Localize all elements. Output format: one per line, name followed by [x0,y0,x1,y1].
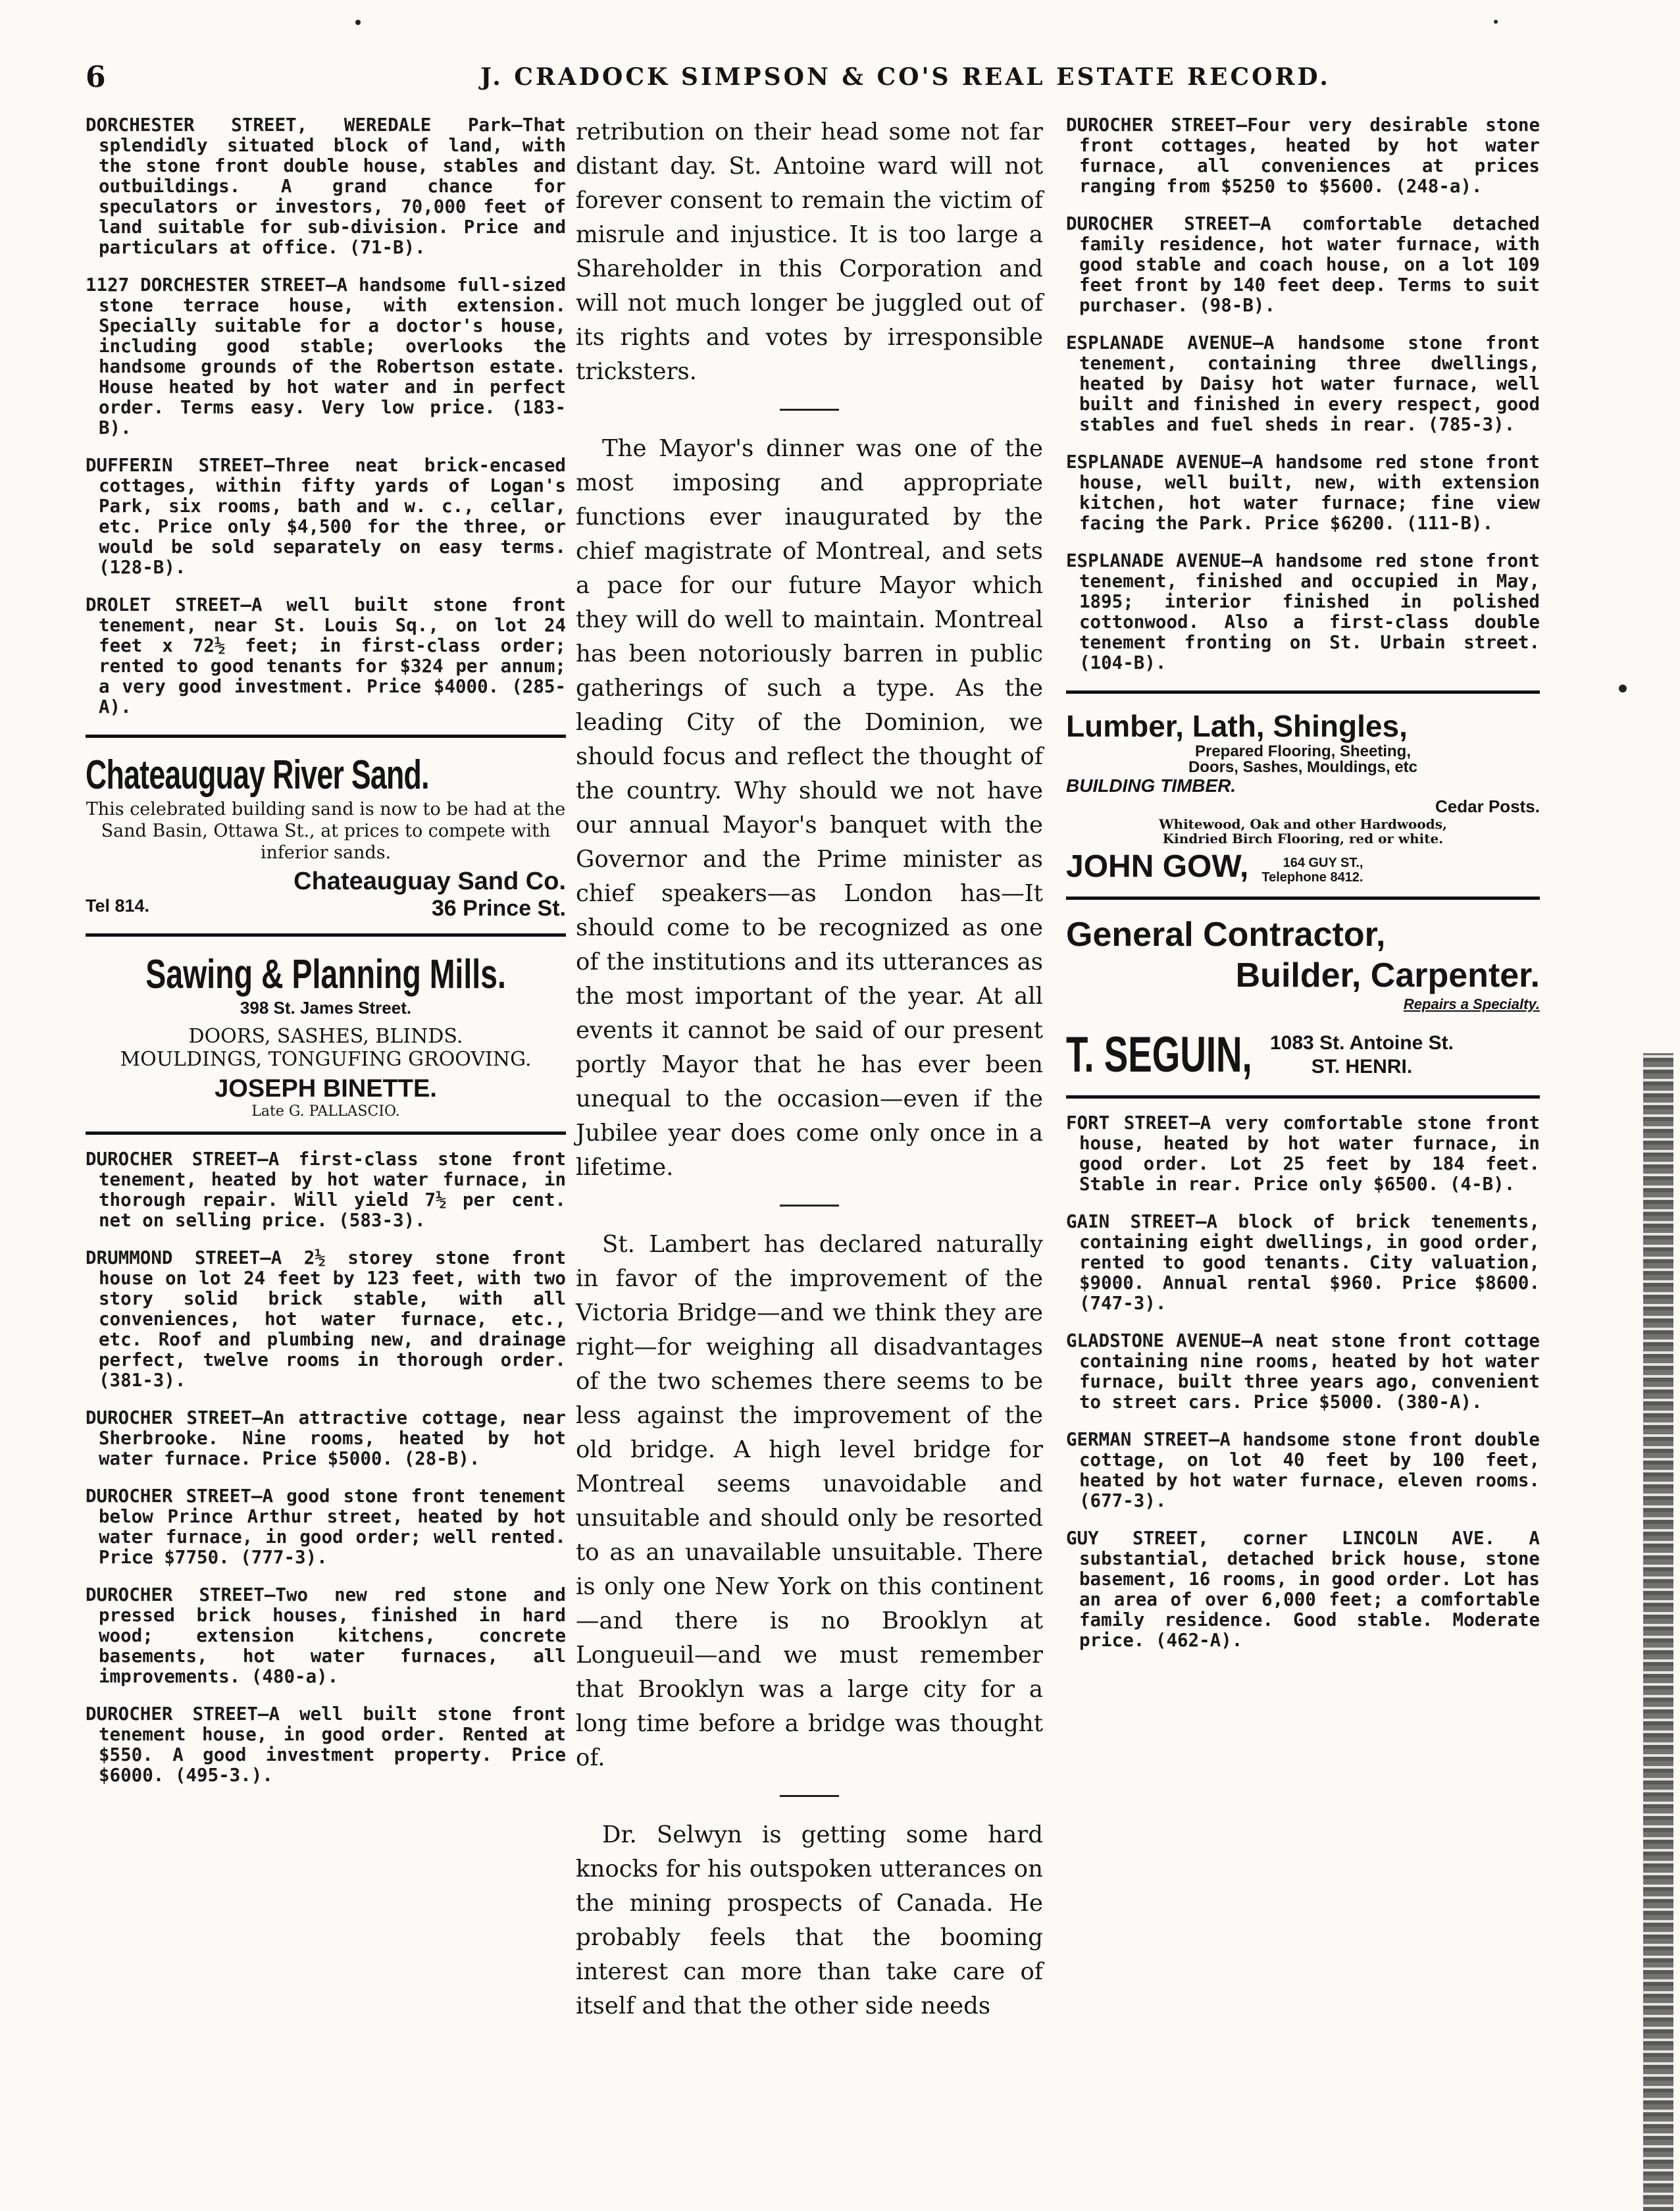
article-paragraph: Dr. Selwyn is getting some hard knocks for his outspoken utterances on the mining prospects of Canada. He probably feels that the booming interest can more than take care of itself and that the other side needs [576,1821,1043,2019]
ad-name: T. SEGUIN, [1066,1027,1252,1083]
ad-body: This celebrated building sand is now to be had at the Sand Basin, Ottawa St., at prices to compete with inferior sands. [86,799,566,863]
divider [86,735,566,738]
listing: DUROCHER STREET—A well built stone front tenement house, in good order. Rented at $550. A good investment property. Price $6000. (495-3.). [86,1704,566,1786]
ad-contact-row [1066,1026,1540,1083]
ad-telephone: Tel 814. [86,896,150,916]
ad-line: Cedar Posts. [1435,796,1540,816]
ad-title: Lumber, Lath, Shingles, [1066,709,1408,743]
ad-title: Chateauguay River Sand. [86,752,429,798]
ad-name: JOHN GOW, [1066,849,1249,884]
ad-lumber [1066,708,1540,885]
scan-speck [1494,20,1498,24]
listing: ESPLANADE AVENUE—A handsome red stone front house, well built, new, with extension kitchen, hot water furnace; fine view facing the Park. Price $6200. (111-B). [1066,452,1540,534]
listing: DUROCHER STREET—A good stone front tenement below Prince Arthur street, heated by hot water furnace, in good order; well rented. Price $7750. (777-3). [86,1486,566,1568]
divider [86,1132,566,1135]
ad-sawing-mills [86,951,566,1120]
ad-address-block [1261,856,1363,885]
ad-line: Kindried Birch Flooring, red or white. [1162,831,1444,846]
listing: DRUMMOND STREET—A 2½ storey stone front house on lot 24 feet by 123 feet, with two story solid brick stable, with all conveniences, hot water furnace, etc., etc. Roof and plumbing new, and drainage perfect, twelve rooms in thorough order. (381-3). [86,1247,566,1391]
listing: DUFFERIN STREET—Three neat brick-encased cottages, within fifty yards of Logan's Park, six rooms, bath and w. c., cellar, etc. Price only $4,500 for the three, or would be sold separately on easy terms. (128-B). [86,455,566,578]
listing: DUROCHER STREET—An attractive cottage, near Sherbrooke. Nine rooms, heated by hot water furnace. Price $5000. (28-B). [86,1407,566,1469]
ad-company: Chateauguay Sand Co. [293,868,566,895]
scan-speck [1619,685,1627,692]
page-header [86,61,1566,100]
listing: DROLET STREET—A well built stone front tenement, near St. Louis Sq., on lot 24 feet x 72½ feet; in first-class order; rented to good tenants for $324 per annum; a very good investment. Price $4000. (285-A). [86,594,566,717]
ad-contact-row [1066,848,1540,885]
ad-line: MOULDINGS, TONGUFING GROOVING. [120,1048,532,1071]
article-paragraph: retribution on their head some not far distant day. St. Antoine ward will not forever consent to remain the victim of misrule and injustice. It is too large a Shareholder in this Corporation and will not much longer be juggled out of its rights and votes by irresponsible tricksters. [576,118,1043,385]
listing: GLADSTONE AVENUE—A neat stone front cottage containing nine rooms, heated by hot water furnace, built three years ago, convenient to street cars. Price $5000. (380-A). [1066,1330,1540,1413]
ad-line: Builder, Carpenter. [1235,956,1540,995]
listing: DUROCHER STREET—Two new red stone and pressed brick houses, finished in hard wood; extension kitchens, concrete basements, hot water furnaces, all improvements. (480-a). [86,1584,566,1687]
column-middle [576,115,1043,2023]
listing: FORT STREET—A very comfortable stone front house, heated by hot water furnace, in good order. Lot 25 feet by 184 feet. Stable in rear. Price only $6500. (4-B). [1066,1112,1540,1195]
ad-address: 164 GUY ST., [1283,856,1363,870]
ad-telephone: Telephone 8412. [1261,870,1363,885]
scan-edge-artifact [1643,1053,1673,2211]
ad-title: Sawing & Planning Mills. [145,952,506,997]
ad-line: DOORS, SASHES, BLINDS. [188,1025,463,1048]
listing: ESPLANADE AVENUE—A handsome red stone front tenement, finished and occupied in May, 1895; interior finished in polished cottonwood. Also a first-class double tenement fronting on St. Urbain street. (104-B). [1066,550,1540,673]
scan-speck [355,20,361,25]
ad-line: Whitewood, Oak and other Hardwoods, [1159,816,1447,832]
listing: 1127 DORCHESTER STREET—A handsome full-sized stone terrace house, with extension. Specially suitable for a doctor's house, including good stable; overlooks the handsome grounds of the Robertson estate. House heated by hot water and in perfect order. Terms easy. Very low price. (183-B). [86,274,566,438]
section-separator [780,409,839,411]
ad-contact-row [86,896,566,922]
ad-contractor [1066,914,1540,1083]
ad-name: JOSEPH BINETTE. [215,1075,437,1103]
ad-line: Prepared Flooring, Sheeting, [1194,742,1412,760]
listing: DUROCHER STREET—A comfortable detached family residence, hot water furnace, with good stable and coach house, on a lot 109 feet front by 140 feet deep. Terms to suit purchaser. (98-B). [1066,213,1540,316]
listing: DUROCHER STREET—Four very desirable stone front cottages, heated by hot water furnace, all conveniences at prices ranging from $5250 to $5600. (248-a). [1066,115,1540,197]
section-separator [780,1795,839,1797]
divider [1066,690,1540,694]
listing: GAIN STREET—A block of brick tenements, containing eight dwellings, in good order, rented to good tenants. City valuation, $9000. Annual rental $960. Price $8600. (747-3). [1066,1211,1540,1314]
divider [86,933,566,937]
ad-line: Doors, Sashes, Mouldings, etc [1188,758,1418,776]
ad-line: BUILDING TIMBER. [1066,775,1236,796]
ad-address-block [1270,1031,1454,1079]
ad-address: 398 St. James Street. [240,998,412,1018]
column-right [1066,115,1540,1668]
divider [1066,897,1540,900]
listing: ESPLANADE AVENUE—A handsome stone front tenement, containing three dwellings, heated by Daisy hot water furnace, well built and finished in every respect, good stables and fuel sheds in rear. (785-3). [1066,332,1540,435]
ad-address: 36 Prince St. [431,896,566,921]
listing: DUROCHER STREET—A first-class stone front tenement, heated by hot water furnace, in thorough repair. Will yield 7½ per cent. net on selling price. (583-3). [86,1149,566,1231]
listing: GUY STREET, corner LINCOLN AVE. A substantial, detached brick house, stone basement, 16 rooms, in good order. Lot has an area of over 6,000 feet; a comfortable family residence. Good stable. Moderate price. (462-A). [1066,1528,1540,1651]
ad-chateauguay-sand [86,752,566,922]
ad-line: Repairs a Specialty. [1403,996,1540,1012]
column-left [86,115,566,1803]
article-paragraph: The Mayor's dinner was one of the most imposing and appropriate functions ever inaugurated by the chief magistrate of Montreal, and sets a pace for our future Mayor which they will do well to maintain. Montreal has been notoriously barren in public gatherings of such a type. As the leading City of the Dominion, we should focus and reflect the thought of the country. Why should we not have our annual Mayor's banquet with the Governor and the Prime minister as chief speakers—as London has—It should come to be recognized as one of the institutions and its utterances as the most important of the year. At all events it cannot be said of our present portly Mayor that he has ever been unequal to the occasion—even if the Jubilee year does come only once in a lifetime. [576,435,1043,1181]
ad-address: 1083 St. Antoine St. [1270,1031,1454,1054]
ad-address: ST. HENRI. [1311,1055,1413,1078]
page-number: 6 [86,61,106,94]
section-separator [780,1205,839,1207]
listing: DORCHESTER STREET, WEREDALE Park—That splendidly situated block of land, with the stone front double house, stables and outbuildings. A grand chance for speculators or investors, 70,000 feet of land suitable for sub-division. Price and particulars at office. (71-B). [86,115,566,258]
ad-late: Late G. PALLASCIO. [251,1103,400,1120]
ad-line: General Contractor, [1066,916,1386,954]
listing: GERMAN STREET—A handsome stone front double cottage, on lot 40 feet by 100 feet, heated by hot water furnace, eleven rooms. (677-3). [1066,1429,1540,1511]
divider [1066,1095,1540,1099]
article-paragraph: St. Lambert has declared naturally in favor of the improvement of the Victoria Bridge—and we think they are right—for weighing all disadvantages of the two schemes there seems to be less against the improvement of the old bridge. A high level bridge for Montreal seems unavoidable and unsuitable and should only be resorted to as an unavailable unsuitable. There is only one New York on this continent—and there is no Brooklyn at Longueuil—and we must remember that Brooklyn was a large city for a long time before a bridge was thought of. [576,1231,1043,1771]
running-title: J. CRADOCK SIMPSON & CO'S REAL ESTATE RECORD. [480,63,1331,91]
